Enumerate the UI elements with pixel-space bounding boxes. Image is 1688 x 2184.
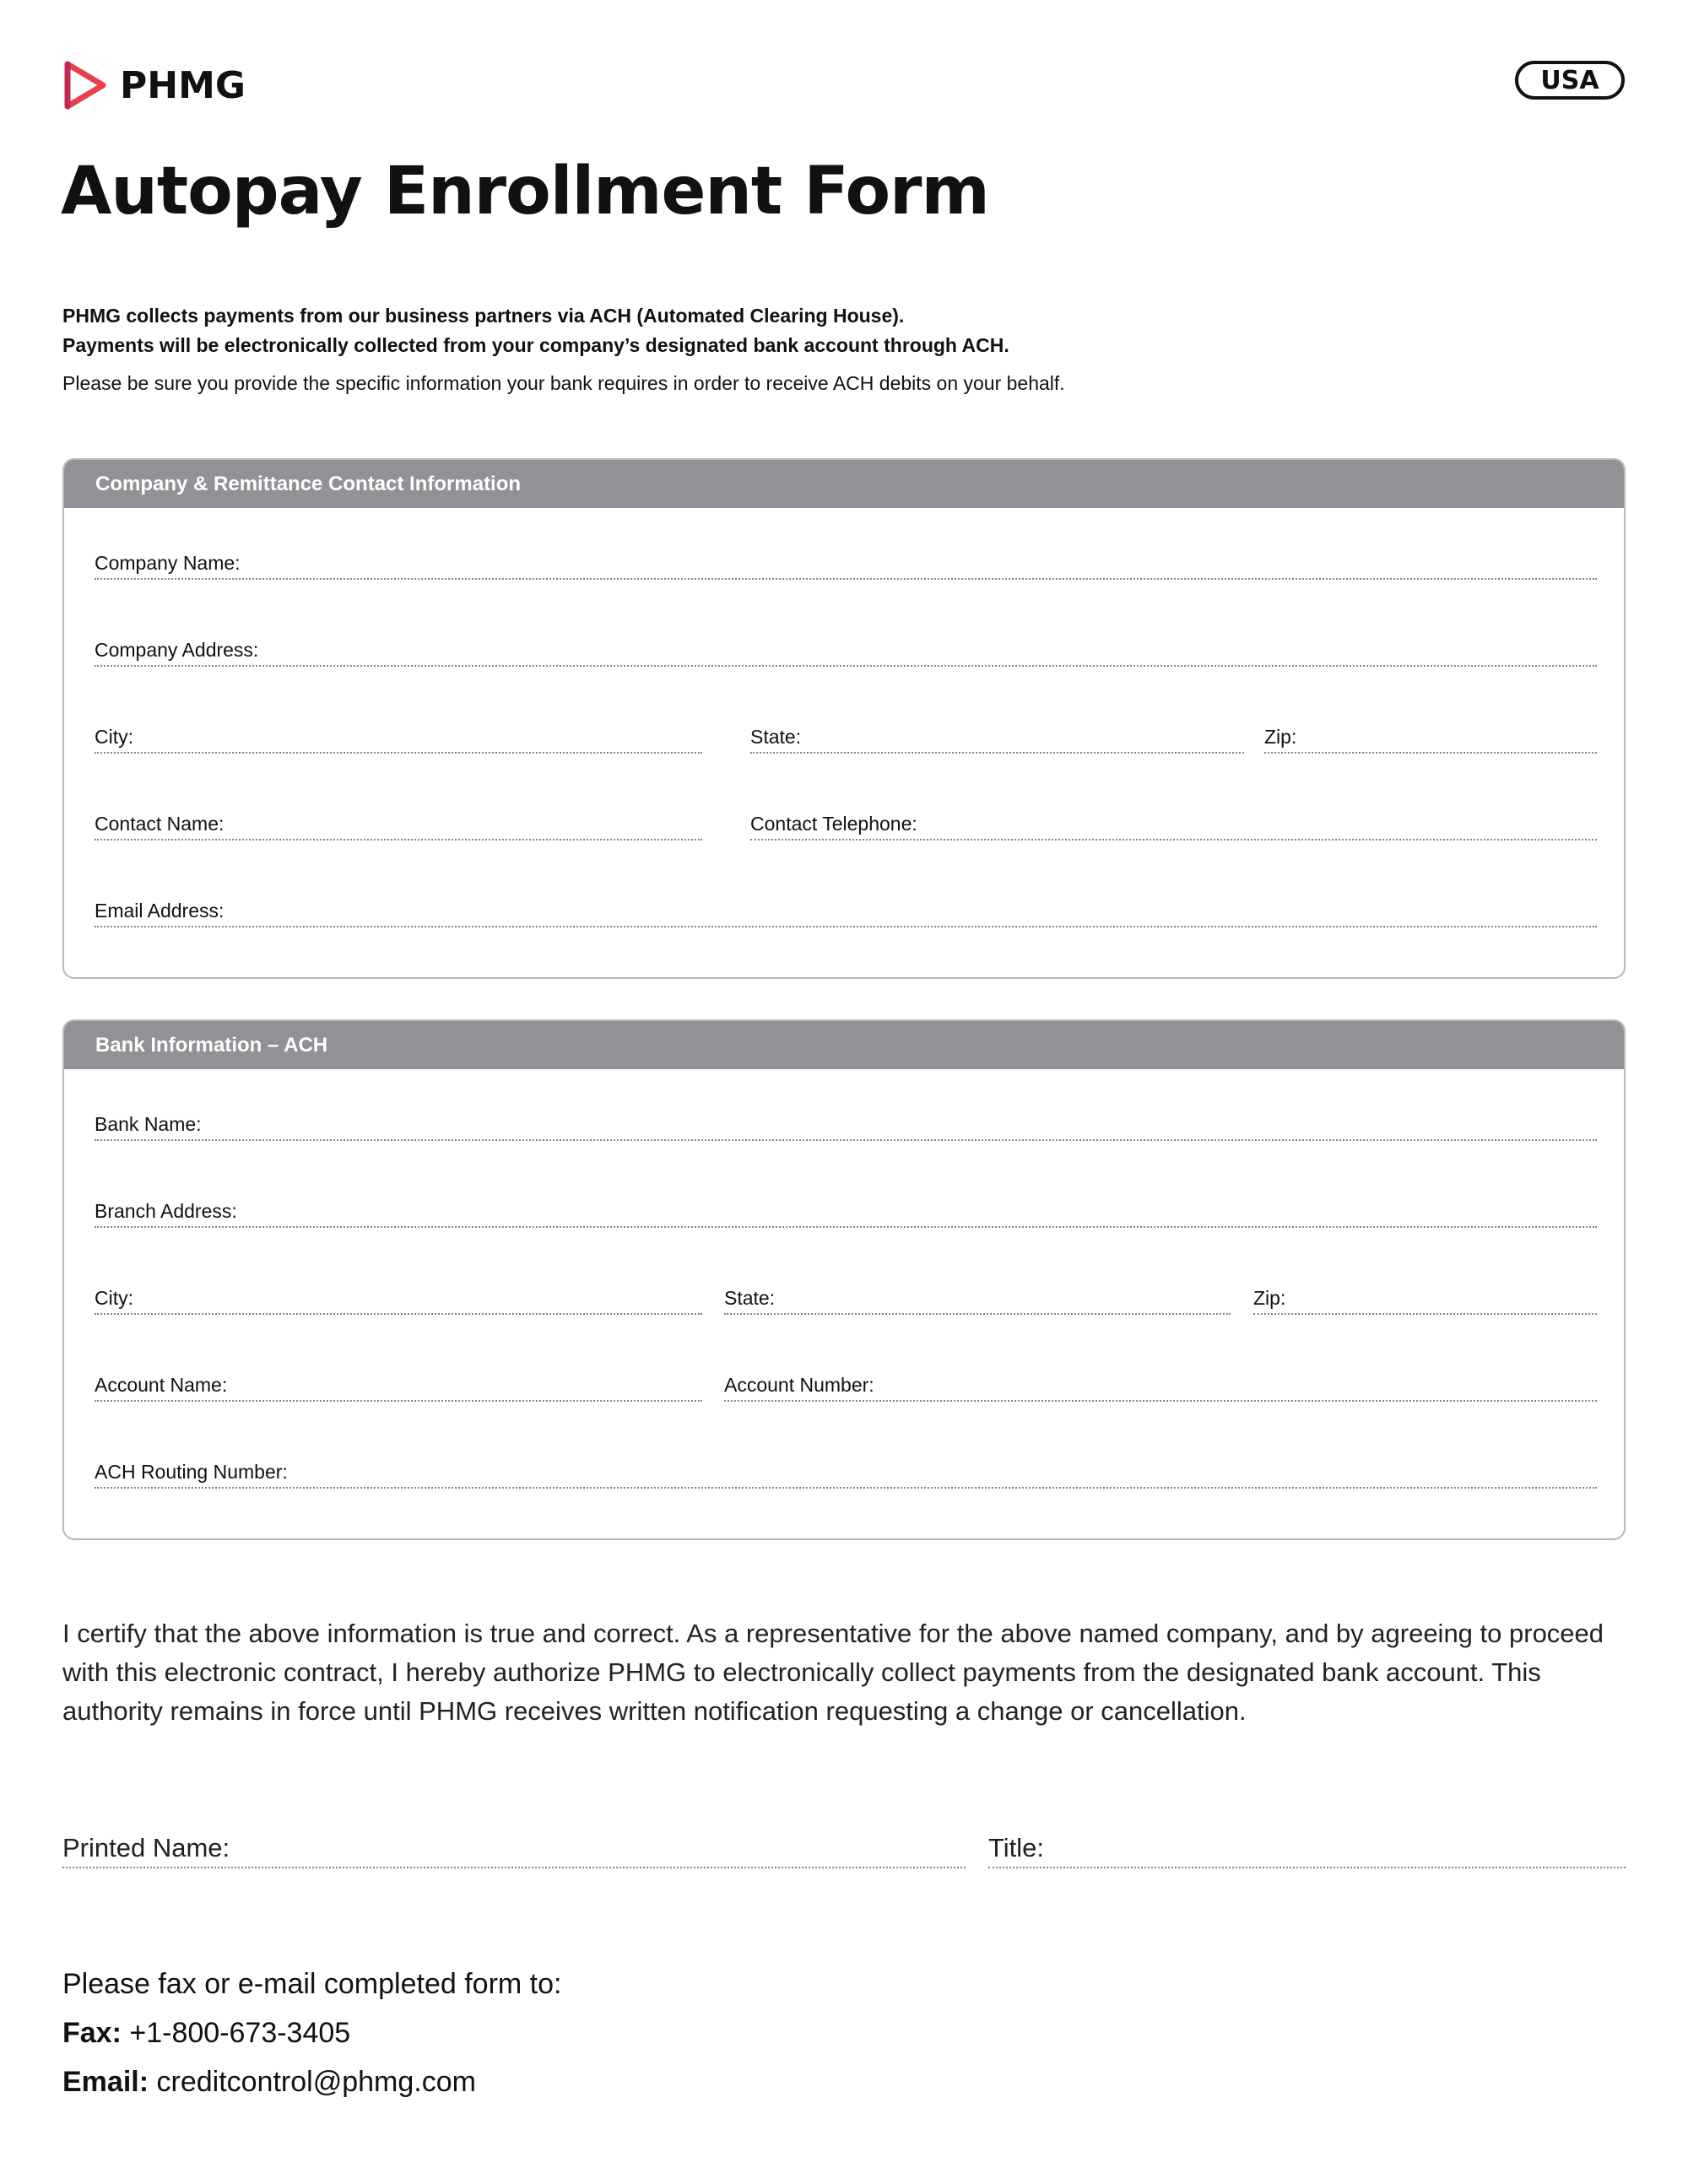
bank-name-label: Bank Name: xyxy=(95,1113,202,1135)
contact-name-label: Contact Name: xyxy=(95,813,225,835)
title-label: Title: xyxy=(988,1833,1045,1862)
email-address-field[interactable] xyxy=(95,897,1597,927)
company-zip-field[interactable] xyxy=(1264,723,1597,754)
bank-state-field[interactable] xyxy=(724,1284,1231,1315)
email-address-label: Email Address: xyxy=(95,900,225,922)
fax-number: +1-800-673-3405 xyxy=(129,2017,351,2049)
email-line xyxy=(62,2057,561,2106)
routing-number-label: ACH Routing Number: xyxy=(95,1461,288,1483)
bank-state-label: State: xyxy=(724,1287,776,1309)
company-section xyxy=(62,458,1626,979)
intro xyxy=(62,301,1497,398)
email-label: Email: xyxy=(62,2066,149,2098)
bank-zip-field[interactable] xyxy=(1253,1284,1597,1315)
intro-line-1: PHMG collects payments from our business partners via ACH (Automated Clearing House). xyxy=(62,305,905,327)
certification-text: I certify that the above information is true and correct. As a representative for the above named company, and by agreeing to proceed with this electronic contract, I hereby authorize PHMG to electronically collect payments from the designated bank account. This authority remains in force until PHMG receives written notification requesting a change or cancellation. xyxy=(62,1619,1604,1726)
account-name-field[interactable] xyxy=(95,1371,702,1402)
contact-telephone-label: Contact Telephone: xyxy=(750,813,917,835)
company-zip-label: Zip: xyxy=(1264,726,1297,748)
region-badge: USA xyxy=(1515,61,1625,100)
bank-section xyxy=(62,1019,1626,1540)
brand-logo xyxy=(61,59,246,111)
contact-telephone-field[interactable] xyxy=(750,810,1597,841)
printed-name-label: Printed Name: xyxy=(62,1833,230,1862)
company-name-field[interactable] xyxy=(95,549,1597,580)
bank-city-label: City: xyxy=(95,1287,133,1309)
company-address-label: Company Address: xyxy=(95,639,259,661)
title-field[interactable] xyxy=(988,1830,1626,1868)
company-section-header: Company & Remittance Contact Information xyxy=(64,460,1624,508)
company-city-label: City: xyxy=(95,726,133,748)
email-link[interactable]: creditcontrol@phmg.com xyxy=(156,2066,476,2098)
account-number-label: Account Number: xyxy=(724,1374,874,1396)
company-state-field[interactable] xyxy=(750,723,1244,754)
branch-address-field[interactable] xyxy=(95,1197,1597,1228)
submission-instruction: Please fax or e-mail completed form to: xyxy=(62,1968,562,2000)
bank-city-field[interactable] xyxy=(95,1284,702,1315)
company-city-field[interactable] xyxy=(95,723,702,754)
routing-number-field[interactable] xyxy=(95,1458,1597,1489)
company-address-field[interactable] xyxy=(95,636,1597,667)
intro-line-2: Payments will be electronically collected from your company’s designated bank account through ACH. xyxy=(62,334,1009,356)
submission-info xyxy=(62,1960,561,2106)
fax-label: Fax: xyxy=(62,2017,122,2049)
contact-name-field[interactable] xyxy=(95,810,702,841)
account-name-label: Account Name: xyxy=(95,1374,228,1396)
play-logo-icon xyxy=(61,59,110,111)
brand-name: PHMG xyxy=(120,63,246,107)
printed-name-field[interactable] xyxy=(62,1830,966,1868)
branch-address-label: Branch Address: xyxy=(95,1200,237,1222)
fax-line xyxy=(62,2008,561,2057)
company-name-label: Company Name: xyxy=(95,552,241,574)
page-title: Autopay Enrollment Form xyxy=(61,154,989,230)
bank-name-field[interactable] xyxy=(95,1111,1597,1141)
company-state-label: State: xyxy=(750,726,802,748)
intro-line-3: Please be sure you provide the specific information your bank requires in order to receive ACH debits on your behalf. xyxy=(62,372,1065,394)
account-number-field[interactable] xyxy=(724,1371,1597,1402)
bank-section-header: Bank Information – ACH xyxy=(64,1021,1624,1069)
bank-zip-label: Zip: xyxy=(1253,1287,1286,1309)
